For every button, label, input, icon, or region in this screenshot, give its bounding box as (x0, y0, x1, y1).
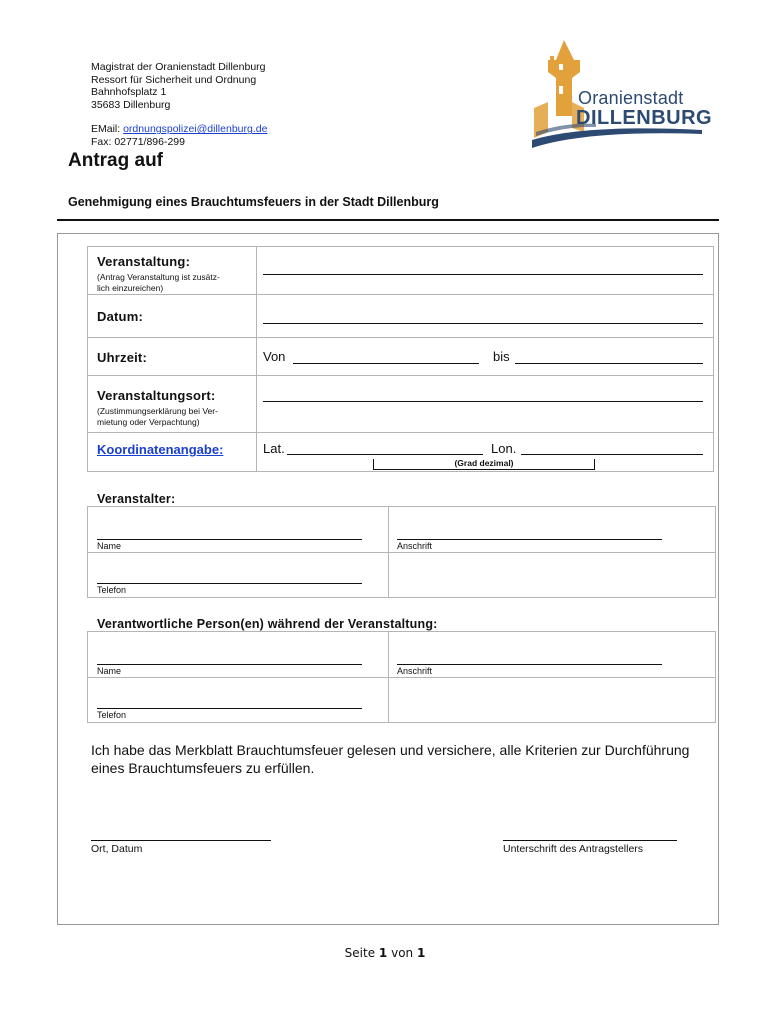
declaration-text: Ich habe das Merkblatt Brauchtumsfeuer gelesen und versichere, alle Kriterien zur Durchführung eines Brauchtumsfeuers zu erfüllen. (91, 742, 690, 776)
bis-label: bis (493, 349, 510, 364)
datum-input[interactable] (257, 295, 714, 338)
veranstaltung-label-cell (88, 247, 257, 295)
lon-label: Lon. (491, 441, 517, 456)
veranstaltung-input[interactable] (257, 247, 714, 295)
footer-mid: von (387, 946, 417, 960)
address-line: Ressort für Sicherheit und Ordnung (91, 73, 257, 86)
signature-field[interactable] (503, 840, 677, 841)
event-table (87, 246, 714, 472)
koordinaten-label-cell (88, 433, 257, 472)
veranstaltung-note: (Antrag Veranstaltung ist zusätz- lich einzureichen) (97, 272, 220, 293)
veranstaltung-label: Veranstaltung: (97, 254, 191, 269)
dillenburg-logo (526, 36, 713, 152)
email-label: EMail: (91, 123, 124, 136)
verantwortliche-name-cell[interactable] (88, 632, 389, 678)
fax-line: Fax: 02771/896-299 (91, 135, 185, 148)
lon-field[interactable] (521, 454, 703, 455)
veranstalter-anschrift-label: Anschrift (397, 541, 433, 551)
page-subtitle: Genehmigung eines Brauchtumsfeuers in der Stadt Dillenburg (68, 195, 439, 209)
footer-total: 1 (416, 946, 426, 960)
address-line: Magistrat der Oranienstadt Dillenburg (91, 61, 266, 73)
email-line (91, 123, 267, 136)
bis-field[interactable] (515, 363, 703, 364)
lat-field[interactable] (287, 454, 483, 455)
verantwortliche-anschrift-label: Anschrift (397, 666, 433, 676)
ort-label-cell (88, 376, 257, 433)
title-divider (57, 219, 719, 221)
lat-label: Lat. (263, 441, 285, 456)
koordinaten-input[interactable] (257, 433, 714, 472)
verantwortliche-anschrift-cell[interactable] (389, 632, 716, 678)
veranstalter-empty-cell (389, 553, 716, 598)
signature-label: Unterschrift des Antragstellers (503, 843, 644, 855)
address-line: Bahnhofsplatz 1 (91, 86, 167, 99)
ort-datum-field[interactable] (91, 840, 271, 841)
email-link[interactable]: ordnungspolizei@dillenburg.de (123, 123, 268, 136)
ort-input[interactable] (257, 376, 714, 433)
logo-line-2: DILLENBURG (576, 107, 713, 129)
footer-prefix: Seite (344, 946, 379, 960)
page-title: Antrag auf (68, 150, 163, 171)
uhrzeit-label: Uhrzeit: (97, 350, 147, 365)
verantwortliche-telefon-cell[interactable] (88, 678, 389, 723)
ort-note: (Zustimmungserklärung bei Ver- mietung oder Verpachtung) (97, 406, 218, 427)
von-field[interactable] (293, 363, 479, 364)
page-footer (0, 946, 770, 960)
uhrzeit-label-cell (88, 338, 257, 376)
veranstalter-telefon-cell[interactable] (88, 553, 389, 598)
grad-note: (Grad dezimal) (373, 459, 595, 470)
koordinaten-link[interactable]: Koordinatenangabe: (97, 442, 224, 457)
datum-label: Datum: (97, 309, 143, 324)
datum-label-cell (88, 295, 257, 338)
verantwortliche-name-label: Name (97, 666, 122, 676)
verantwortliche-table (87, 631, 716, 723)
veranstalter-heading: Veranstalter: (97, 492, 176, 506)
veranstalter-name-label: Name (97, 541, 122, 551)
veranstalter-table (87, 506, 716, 598)
veranstalter-telefon-label: Telefon (97, 585, 127, 595)
veranstalter-name-cell[interactable] (88, 507, 389, 553)
ort-label: Veranstaltungsort: (97, 388, 216, 403)
veranstalter-anschrift-cell[interactable] (389, 507, 716, 553)
logo-line-1: Oranienstadt (578, 88, 684, 108)
verantwortliche-empty-cell (389, 678, 716, 723)
uhrzeit-input[interactable] (257, 338, 714, 376)
verantwortliche-heading: Verantwortliche Person(en) während der Veranstaltung: (97, 617, 438, 631)
sender-address (91, 61, 267, 149)
footer-page: 1 (378, 946, 388, 960)
verantwortliche-telefon-label: Telefon (97, 710, 127, 720)
address-line: 35683 Dillenburg (91, 98, 171, 111)
ort-datum-label: Ort, Datum (91, 843, 143, 855)
von-label: Von (263, 349, 286, 364)
